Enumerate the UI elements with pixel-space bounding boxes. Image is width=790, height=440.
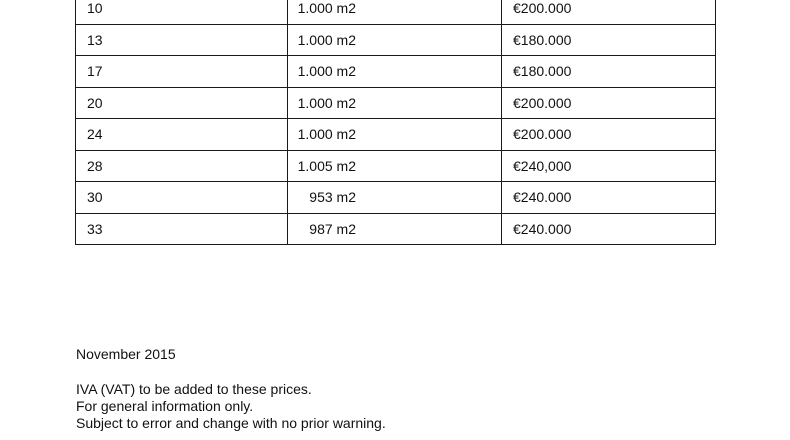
plot-size-cell — [288, 150, 502, 182]
plot-size-value: 1.000 m2 — [297, 0, 356, 17]
plot-price-cell: €200.000 — [502, 0, 716, 24]
plot-size-cell — [288, 56, 502, 88]
plot-number-cell: 28 — [76, 150, 288, 182]
plot-number-cell: 20 — [76, 87, 288, 119]
price-table-body — [76, 0, 716, 245]
plot-number-cell: 10 — [76, 0, 288, 24]
plot-size-value: 953 m2 — [309, 189, 356, 206]
plot-number-cell: 24 — [76, 119, 288, 151]
plot-size-cell — [288, 0, 502, 24]
plot-size-value: 1.000 m2 — [297, 63, 356, 80]
table-row — [76, 182, 716, 214]
vat-note: IVA (VAT) to be added to these prices. — [76, 381, 312, 397]
plot-size-cell — [288, 87, 502, 119]
plot-price-cell: €180.000 — [502, 56, 716, 88]
plot-size-value: 1.000 m2 — [297, 94, 356, 111]
plot-price-cell: €180.000 — [502, 24, 716, 56]
plot-size-value: 1.000 m2 — [297, 126, 356, 143]
plot-price-cell: €240.000 — [502, 182, 716, 214]
price-table — [75, 0, 716, 245]
date-line: November 2015 — [76, 346, 176, 362]
plot-size-value: 1.000 m2 — [297, 31, 356, 48]
info-note: For general information only. — [76, 398, 254, 414]
disclaimer-note: Subject to error and change with no prior warning. — [76, 415, 386, 431]
plot-price-cell: €200.000 — [502, 87, 716, 119]
plot-price-cell: €240.000 — [502, 213, 716, 245]
plot-number-cell: 13 — [76, 24, 288, 56]
plot-number-cell: 30 — [76, 182, 288, 214]
table-row — [76, 56, 716, 88]
table-row — [76, 119, 716, 151]
plot-number-cell: 17 — [76, 56, 288, 88]
plot-price-cell: €200.000 — [502, 119, 716, 151]
table-row — [76, 24, 716, 56]
notes-section — [76, 346, 386, 432]
table-row — [76, 0, 716, 24]
plot-size-cell — [288, 119, 502, 151]
plot-size-cell — [288, 213, 502, 245]
table-row — [76, 87, 716, 119]
plot-number-cell: 33 — [76, 213, 288, 245]
table-row — [76, 150, 716, 182]
table-row — [76, 213, 716, 245]
plot-size-cell — [288, 182, 502, 214]
plot-size-cell — [288, 24, 502, 56]
plot-price-cell: €240,000 — [502, 150, 716, 182]
plot-size-value: 1.005 m2 — [297, 157, 356, 174]
plot-size-value: 987 m2 — [309, 220, 356, 237]
